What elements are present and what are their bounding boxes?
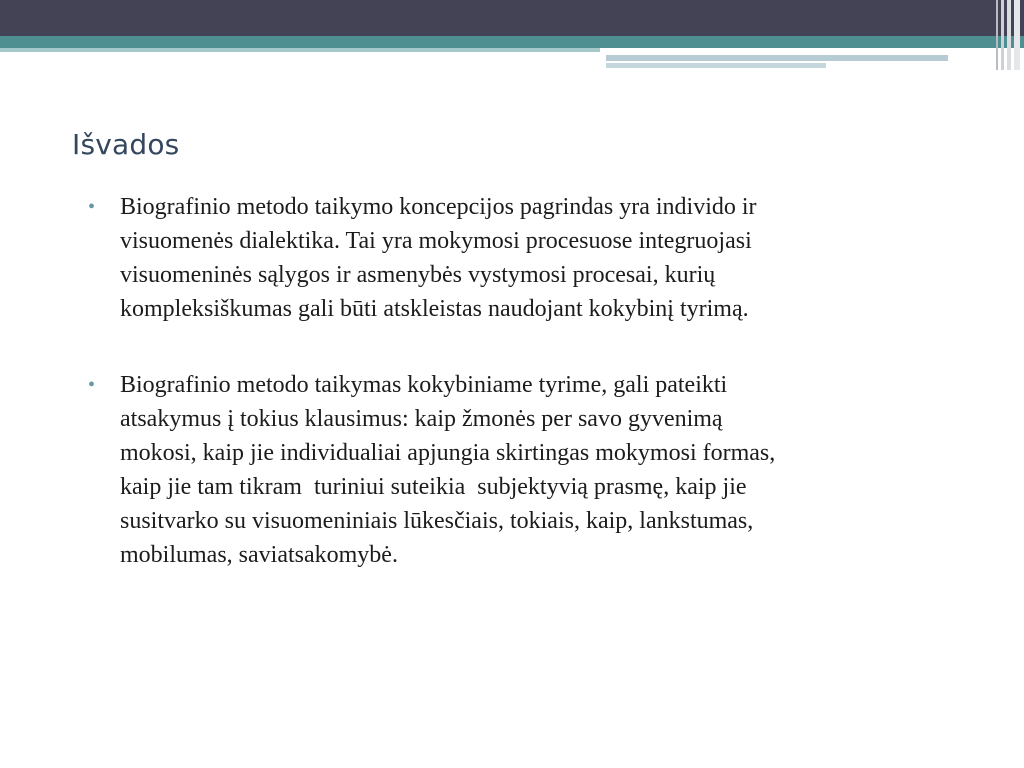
header-accent-bar-2 [606,63,826,68]
stripe [1001,0,1004,70]
bullet-line: visuomenės dialektika. Tai yra mokymosi procesuose integruojasi [120,228,752,254]
bullet-line: kaip jie tam tikram turiniui suteikia subjektyvią prasmę, kaip jie [120,474,747,500]
bullet-list [88,190,988,614]
bullet-item [88,190,988,326]
bullet-icon: • [88,374,96,396]
slide-title: Išvados [72,128,180,161]
bullet-line: atsakymus į tokius klausimus: kaip žmonės per savo gyvenimą [120,406,723,432]
bullet-icon: • [88,196,96,218]
stripe [1007,0,1011,70]
header-accent-bar-1 [606,55,948,61]
header-dark-bar [0,0,1024,36]
header-light-teal-bar [0,48,600,52]
stripe [1014,0,1020,70]
bullet-line: Biografinio metodo taikymas kokybiniame tyrime, gali pateikti [120,372,728,398]
bullet-item [88,368,988,572]
bullet-line: kompleksiškumas gali būti atskleistas naudojant kokybinį tyrimą. [120,296,749,322]
bullet-line: visuomeninės sąlygos ir asmenybės vystymosi procesai, kurių [120,262,716,288]
bullet-line: susitvarko su visuomeniniais lūkesčiais, tokiais, kaip, lankstumas, [120,508,754,534]
header-teal-bar [0,36,1024,48]
bullet-line: mobilumas, saviatsakomybė. [120,542,398,568]
bullet-line: Biografinio metodo taikymo koncepcijos pagrindas yra individo ir [120,194,757,220]
corner-stripes [996,0,1024,70]
stripe [996,0,998,70]
bullet-line: mokosi, kaip jie individualiai apjungia skirtingas mokymosi formas, [120,440,776,466]
